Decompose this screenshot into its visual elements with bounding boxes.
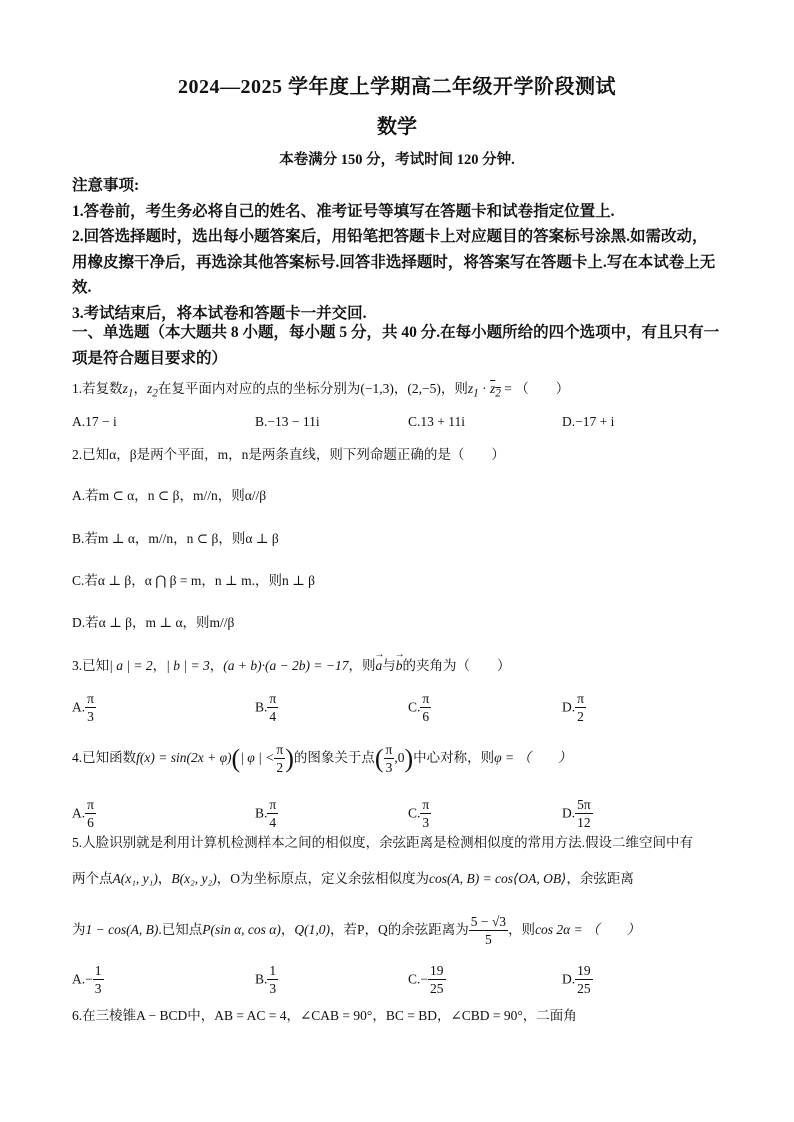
q5-option-d[interactable]: D. $\frac{19}{25}$ [562, 963, 591, 996]
question-6-stem: 6.在三棱锥A − BCD中，AB = AC = 4，∠CAB = 90°，BC = BD，∠CBD = 90°，二面角 [72, 1008, 577, 1023]
point-q: Q(1,0) [294, 922, 331, 937]
question-3-options [72, 690, 734, 730]
question-2-stem: 2.已知α，β是两个平面，m，n是两条直线，则下列命题正确的是（ ） [72, 447, 505, 462]
q2-option-a[interactable]: A.若m ⊂ α，n ⊂ β，m//n，则α//β [72, 488, 267, 503]
q1-option-c[interactable]: C.13 + 11i [408, 414, 465, 429]
notes-block [72, 173, 722, 326]
note-item-1: 1.答卷前，考生务必将自己的姓名、准考证号等填写在答题卡和试卷指定位置上. [72, 202, 615, 220]
exam-title: 2024—2025 学年度上学期高二年级开学阶段测试 [178, 76, 616, 98]
cond-dot-product: (a + b)·(a − 2b) = −17 [223, 658, 349, 673]
point-1: (−1,3) [360, 381, 394, 396]
z2: $z_2$ [147, 381, 158, 400]
q5-option-c[interactable]: C.− $\frac{19}{25}$ [408, 963, 444, 996]
expr-z2-conjugate: $z_2$ [490, 381, 501, 400]
question-1: 1.若复数$z_1$，$z_2$在复平面内对应的点的坐标分别为(−1,3)，(2,−5)，则$z_1 \cdot z_2$ = （ ） [72, 381, 570, 400]
q2-option-b[interactable]: B.若m ⊥ α，m//n，n ⊂ β，则α ⊥ β [72, 531, 279, 546]
exam-score-time: 本卷满分 150 分，考试时间 120 分钟. [279, 152, 515, 168]
note-item-3: 3.考试结束后，将本试卷和答题卡一并交回. [72, 304, 367, 322]
vector-b: → b [396, 656, 403, 676]
question-3: 3.已知| a | = 2，| b | = 3，(a + b)·(a − 2b) = −17，则→ a与→ b的夹角为（ ） [72, 656, 734, 676]
vector-a: → a [376, 656, 383, 676]
q3-option-b[interactable]: B. $\frac{\pi}{4}$ [255, 691, 277, 724]
q1-option-a[interactable]: A.17 − i [72, 414, 117, 429]
q4-option-c[interactable]: C. $\frac{\pi}{3}$ [408, 797, 430, 830]
q3-option-c[interactable]: C. $\frac{\pi}{6}$ [408, 691, 430, 724]
cond-norm-a: | a | = 2 [109, 658, 153, 673]
question-4: 4.已知函数f(x) = sin(2x + φ)(| φ | < $\frac{\pi}{2}$ )的图象关于点( $\frac{\pi}{3}$ ,0)中心对称，则φ = （ ） [72, 742, 572, 776]
question-5-line-3: 为1 − cos(A, B).已知点P(sin α, cos α)，Q(1,0)，若P，Q的余弦距离为 $\frac{5 - √3}{5}$ ，则cos 2α = （ ） [72, 914, 641, 948]
question-4-options [72, 796, 734, 836]
q5-option-b[interactable]: B. $\frac{1}{3}$ [255, 963, 277, 996]
z1: $z_1$ [122, 381, 134, 400]
q4-option-a[interactable]: A. $\frac{\pi}{6}$ [72, 797, 94, 830]
point-b: B(x₂, y₂) [171, 871, 217, 886]
function-def: f(x) = sin(2x + φ) [136, 750, 232, 765]
question-5-options [72, 962, 734, 1002]
point-p: P(sin α, cos α) [202, 922, 281, 937]
q2-option-c[interactable]: C.若α ⊥ β，α ⋂ β = m，n ⊥ m.，则n ⊥ β [72, 573, 316, 588]
q5-option-a[interactable]: A.− $\frac{1}{3}$ [72, 963, 102, 996]
question-5-line-2: 两个点A(x₁, y₁)，B(x₂, y₂)，O为坐标原点，定义余弦相似度为cos(A, B) = cos⟨OA, OB⟩，余弦距离 [72, 871, 634, 886]
section-single-choice-title: 一、单选题（本大题共 8 小题，每小题 5 分，共 40 分.在每小题所给的四个选项中，有且只有一项是符合题目要求的） [72, 324, 720, 367]
cond-norm-b: | b | = 3 [166, 658, 210, 673]
question-5-line-1: 5.人脸识别就是利用计算机检测样本之间的相似度，余弦距离是检测相似度的常用方法.假设二维空间中有 [72, 835, 693, 850]
q3-option-a[interactable]: A. $\frac{\pi}{3}$ [72, 691, 94, 724]
q4-option-b[interactable]: B. $\frac{\pi}{4}$ [255, 797, 277, 830]
q4-option-d[interactable]: D. $\frac{5\pi}{12}$ [562, 797, 591, 830]
q2-option-d[interactable]: D.若α ⊥ β，m ⊥ α，则m//β [72, 615, 235, 630]
q1-option-d[interactable]: D.−17 + i [562, 414, 615, 429]
q1-option-b[interactable]: B.−13 − 11i [255, 414, 320, 429]
expr-z1: $z_1$ [467, 381, 479, 400]
point-2: (2,−5) [407, 381, 441, 396]
point-a: A(x₁, y₁) [112, 871, 158, 886]
notes-heading: 注意事项: [72, 177, 140, 194]
cosine-similarity-def: cos(A, B) = cos⟨OA, OB⟩ [428, 871, 567, 886]
q3-option-d[interactable]: D. $\frac{\pi}{2}$ [562, 691, 584, 724]
exam-subject: 数学 [377, 116, 417, 138]
note-item-2: 2.回答选择题时，选出每小题答案后，用铅笔把答题卡上对应题目的答案标号涂黑.如需改动，用橡皮擦干净后，再选涂其他答案标号.回答非选择题时，将答案写在答题卡上.写在本试卷上无效. [72, 228, 716, 296]
